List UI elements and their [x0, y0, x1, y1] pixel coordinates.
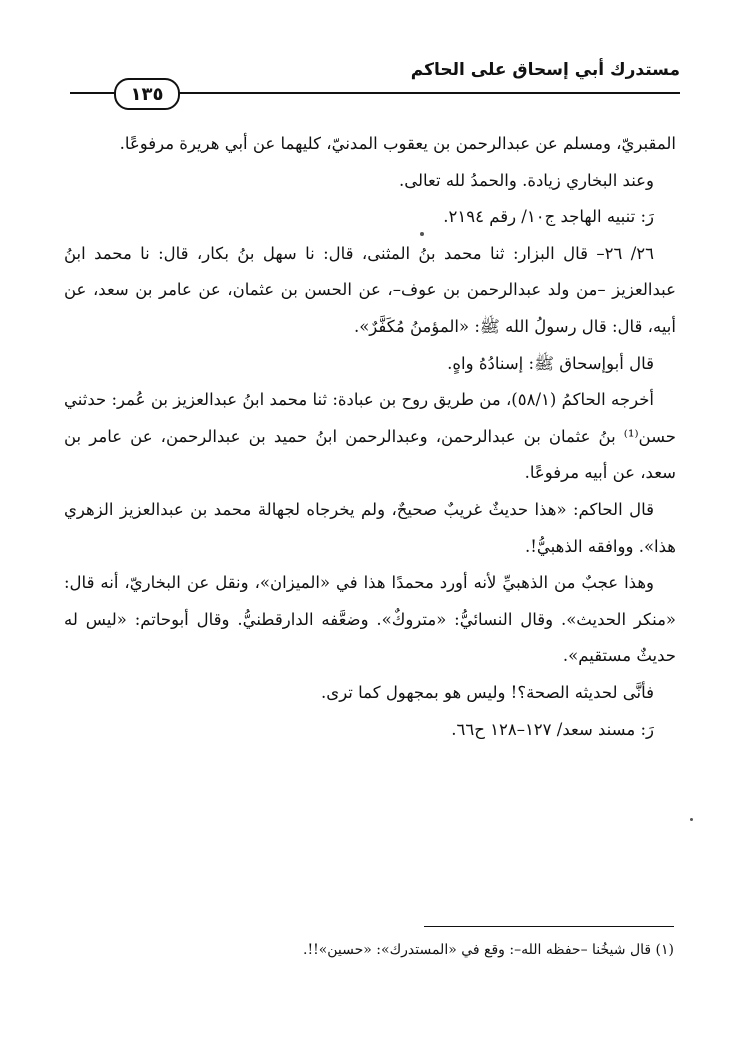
main-text [64, 126, 676, 748]
paragraph: قال أبوإسحاق ﷺ: إسنادُهُ واهٍ. [447, 353, 654, 373]
scan-speck [690, 818, 693, 821]
reference-paragraph: رَ: تنبيه الهاجد ج١٠/ رقم ٢١٩٤. [443, 207, 654, 227]
running-title: مستدرك أبي إسحاق على الحاكم [410, 60, 680, 80]
paragraph: المقبريّ، ومسلم عن عبدالرحمن بن يعقوب المدنيّ، كليهما عن أبي هريرة مرفوعًا. [119, 134, 676, 153]
hadith-paragraph: ٢٦/ ٢٦– قال البزار: ثنا محمد بنُ المثنى، قال: نا سهل بنُ بكار، قال: نا محمد ابنُ عبدالعزيز –من ولد عبدالرحمن بن عوف–، عن الحسن بن عثمان، عن عامر بن سعد، عن أبيه، قال: قال رسولُ الله ﷺ: «المؤمنُ مُكَفَّرٌ». [64, 243, 676, 336]
paragraph: قال الحاكم: «هذا حديثٌ غريبٌ صحيحٌ، ولم يخرجاه لجهالة محمد بن عبدالعزيز الزهري هذا». ووافقه الذهبيُّ!. [64, 499, 676, 556]
scan-speck [420, 232, 424, 236]
page-number: ١٣٥ [114, 78, 180, 110]
footnote-rule [424, 926, 674, 927]
reference-paragraph: رَ: مسند سعد/ ١٢٧–١٢٨ ح٦٦. [451, 719, 654, 739]
paragraph: وهذا عجبٌ من الذهبيِّ لأنه أورد محمدًا هذا في «الميزان»، ونقل عن البخاريّ، أنه قال: «منكر الحديث». وقال النسائيُّ: «متروكٌ». وضعَّفه الدارقطنيُّ. وقال أبوحاتم: «ليس له حديثٌ مستقيم». [64, 573, 676, 666]
paragraph: أخرجه الحاكمُ (٥٨/١)، من طريق روح بن عبادة: ثنا محمد ابنُ عبدالعزيز بن عُمر: حدثني حسن⁽¹⁾ بنُ عثمان بن عبدالرحمن، وعبدالرحمن ابنُ حميد بن عبدالرحمن، عن عامر بن سعد، عن أبيه مرفوعًا. [64, 390, 676, 483]
paragraph: وعند البخاري زيادة. والحمدُ لله تعالى. [398, 170, 654, 190]
running-header [70, 58, 680, 104]
footnote: (١) قال شيخُنا –حفظه الله–: وقع في «المستدرك»: «حسين»!!. [303, 942, 674, 958]
paragraph: فأنَّى لحديثه الصحة؟! وليس هو بمجهول كما ترى. [321, 682, 654, 702]
